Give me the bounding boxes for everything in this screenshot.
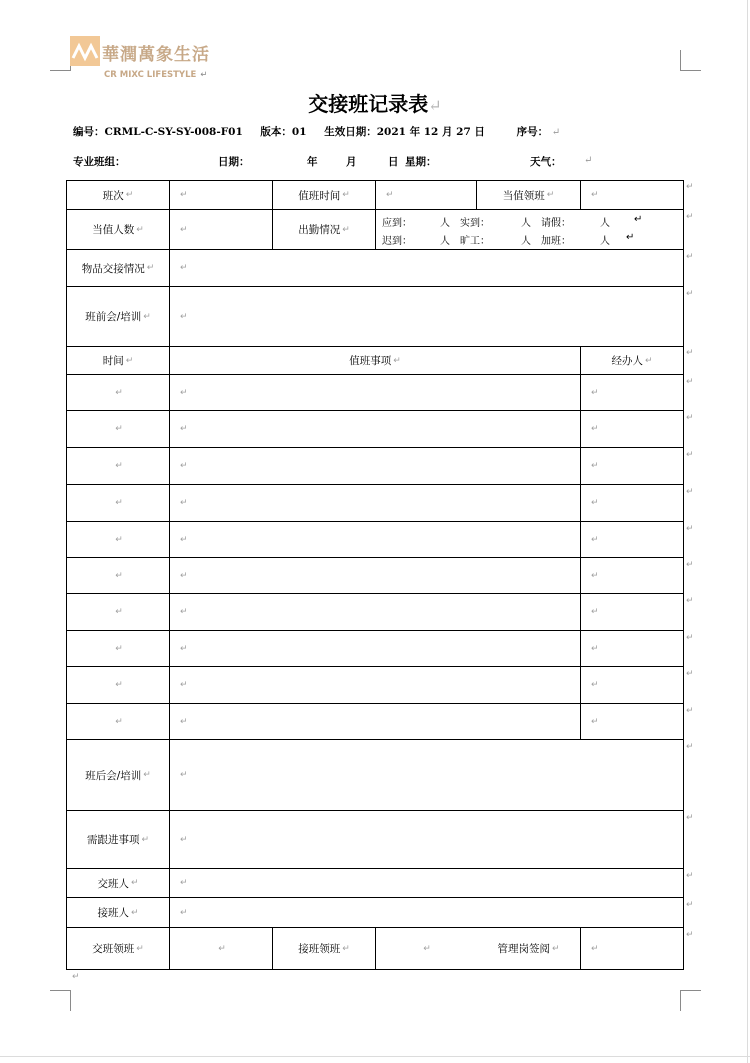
paragraph-mark: ↵	[180, 907, 188, 918]
receiver-leader-value	[376, 928, 476, 969]
att-late-label: 迟到：	[382, 236, 412, 247]
row-end-mark: ↵	[686, 813, 694, 823]
paragraph-mark: ↵	[634, 214, 643, 225]
log-time-cell	[67, 375, 169, 410]
log-handler-cell	[581, 375, 683, 410]
margin-corner-bottom-right	[680, 990, 701, 1011]
paragraph-mark: ↵	[136, 943, 144, 954]
log-matters-cell	[170, 448, 580, 484]
paragraph-mark: ↵	[342, 190, 350, 200]
page-edge-right	[747, 0, 748, 1063]
column-header-matters	[170, 347, 580, 374]
pre-shift-meeting-value	[170, 287, 683, 346]
paragraph-mark: ↵	[130, 907, 139, 918]
paragraph-mark: ↵	[342, 943, 350, 954]
shift-label	[67, 181, 169, 209]
paragraph-mark: ↵	[644, 355, 653, 366]
paragraph-mark: ↵	[180, 716, 188, 727]
row-end-mark: ↵	[686, 669, 694, 679]
log-matters-cell	[170, 411, 580, 447]
att-should-label: 应到：	[382, 218, 412, 229]
att-actual-unit: 人	[521, 218, 531, 229]
row-end-mark: ↵	[686, 871, 694, 881]
paragraph-mark: ↵	[591, 643, 599, 654]
staff-count-label-text: 当值人数	[92, 224, 135, 236]
table-border-right	[683, 180, 684, 970]
paragraph-mark: ↵	[591, 461, 599, 471]
paragraph-mark: ↵	[591, 190, 599, 200]
paragraph-mark: ↵	[72, 972, 80, 982]
paragraph-mark: ↵	[180, 770, 188, 780]
row-end-mark: ↵	[686, 742, 694, 752]
receiver-person-label	[67, 898, 169, 927]
paragraph-mark: ↵	[180, 424, 188, 434]
pre-shift-meeting-label	[67, 287, 169, 346]
paragraph-mark: ↵	[626, 232, 635, 243]
row-end-mark: ↵	[686, 450, 694, 460]
weather-label: 天气：	[530, 156, 562, 168]
paragraph-mark: ↵	[180, 680, 188, 690]
paragraph-mark: ↵	[115, 534, 123, 545]
log-matters-cell	[170, 485, 580, 521]
duty-leader-value	[581, 181, 683, 209]
log-handler-cell	[581, 448, 683, 484]
paragraph-mark: ↵	[591, 387, 599, 398]
row-end-mark: ↵	[686, 560, 694, 570]
paragraph-mark: ↵	[591, 607, 599, 617]
attendance-label	[273, 210, 375, 249]
row-end-mark: ↵	[686, 212, 694, 222]
paragraph-mark: ↵	[180, 190, 188, 200]
duty-leader-label	[477, 181, 580, 209]
paragraph-mark: ↵	[125, 355, 134, 366]
handover-person-label	[67, 869, 169, 897]
paragraph-mark: ↵	[546, 190, 555, 200]
paragraph-mark: ↵	[423, 943, 431, 954]
paragraph-mark: ↵	[342, 224, 350, 235]
row-end-mark: ↵	[686, 413, 694, 423]
paragraph-mark: ↵	[180, 461, 188, 471]
column-header-matters-text: 值班事项	[349, 355, 392, 367]
paragraph-mark: ↵	[591, 680, 599, 690]
log-handler-cell	[581, 558, 683, 593]
att-should-unit: 人	[440, 218, 450, 229]
duty-time-value	[376, 181, 476, 209]
log-handler-cell	[581, 594, 683, 630]
follow-up-value	[170, 811, 683, 868]
paragraph-mark: ↵	[551, 943, 560, 954]
staff-count-label	[67, 210, 169, 249]
logo-text-en: CR MIXC LIFESTYLE ↵	[104, 70, 208, 80]
row-end-mark: ↵	[686, 252, 694, 262]
row-end-mark: ↵	[686, 348, 694, 358]
row-end-mark: ↵	[686, 377, 694, 387]
paragraph-mark: ↵	[143, 311, 151, 322]
row-end-mark: ↵	[686, 289, 694, 299]
paragraph-mark: ↵	[180, 878, 188, 888]
paragraph-mark: ↵	[180, 570, 188, 581]
row-end-mark: ↵	[686, 596, 694, 606]
log-matters-cell	[170, 558, 580, 593]
form-code: 编号：CRML-C-SY-SY-008-F01	[73, 126, 243, 138]
receiver-leader-label-text: 接班领班	[298, 943, 341, 955]
log-handler-cell	[581, 704, 683, 739]
logo-text-cn: 華潤萬象生活	[102, 45, 210, 65]
manager-sign-label-text: 管理岗签阅	[497, 943, 550, 955]
paragraph-mark: ↵	[393, 355, 401, 366]
items-handover-value	[170, 250, 683, 286]
table-rule-20	[66, 969, 684, 970]
column-header-time	[67, 347, 169, 374]
handover-leader-label-text: 交班领班	[92, 943, 135, 955]
paragraph-mark: ↵	[180, 643, 188, 654]
log-time-cell	[67, 631, 169, 666]
paragraph-mark: ↵	[591, 498, 599, 508]
column-header-handler-text: 经办人	[611, 355, 643, 367]
att-absent-label: 旷工：	[460, 236, 490, 247]
duty-leader-label-text: 当值领班	[502, 189, 545, 202]
weekday-label: 星期：	[405, 156, 437, 168]
paragraph-mark: ↵	[386, 190, 394, 200]
paragraph-mark: ↵	[136, 224, 144, 235]
effective-date: 生效日期：2021 年 12 月 27 日	[324, 126, 485, 138]
date-label: 日期：	[218, 156, 250, 168]
paragraph-mark: ↵	[115, 498, 123, 508]
att-overtime-unit: 人	[600, 236, 610, 247]
paragraph-mark: ↵	[180, 607, 188, 617]
paragraph-mark: ↵	[591, 570, 599, 581]
paragraph-mark: ↵	[591, 716, 599, 727]
row-end-mark: ↵	[686, 182, 694, 192]
paragraph-mark: ↵	[180, 224, 188, 235]
post-shift-meeting-value	[170, 740, 683, 810]
manager-sign-value	[581, 928, 683, 969]
log-time-cell	[67, 704, 169, 739]
log-matters-cell	[170, 594, 580, 630]
log-handler-cell	[581, 667, 683, 703]
att-actual-label: 实到：	[460, 218, 490, 229]
log-time-cell	[67, 485, 169, 521]
post-shift-meeting-label	[67, 740, 169, 810]
log-matters-cell	[170, 375, 580, 410]
year-label: 年	[307, 156, 318, 168]
receiver-leader-label	[273, 928, 375, 969]
paragraph-mark: ↵	[125, 190, 134, 200]
paragraph-mark: ↵	[180, 498, 188, 508]
att-overtime-label: 加班：	[541, 236, 571, 247]
handover-leader-value	[170, 928, 272, 969]
log-time-cell	[67, 411, 169, 447]
att-leave-label: 请假：	[541, 218, 571, 229]
month-label: 月	[346, 156, 357, 168]
paragraph-mark: ↵	[180, 834, 188, 845]
day-label: 日	[388, 156, 399, 168]
log-matters-cell	[170, 704, 580, 739]
form-version: 版本：01	[260, 126, 307, 138]
shift-label-text: 班次	[102, 189, 124, 202]
post-shift-meeting-label-text: 班后会/培训	[85, 769, 142, 782]
paragraph-mark: ↵	[130, 878, 139, 888]
duty-time-label	[273, 181, 375, 209]
column-header-handler	[581, 347, 683, 374]
att-leave-unit: 人	[600, 218, 610, 229]
receiver-person-label-text: 接班人	[97, 907, 129, 919]
paragraph-mark: ↵	[180, 534, 188, 545]
log-time-cell	[67, 448, 169, 484]
form-meta-line: 编号：CRML-C-SY-SY-008-F01 版本：01 生效日期：2021 年 12 月 27 日 序号： ↵	[73, 126, 561, 138]
team-label: 专业班组：	[73, 156, 126, 168]
row-end-mark: ↵	[686, 633, 694, 643]
items-handover-label-text: 物品交接情况	[81, 262, 145, 275]
margin-corner-top-right	[680, 50, 701, 71]
log-time-cell	[67, 667, 169, 703]
row-end-mark: ↵	[686, 930, 694, 940]
row-end-mark: ↵	[686, 900, 694, 910]
paragraph-mark: ↵	[180, 263, 188, 273]
log-handler-cell	[581, 522, 683, 557]
row-end-mark: ↵	[686, 487, 694, 497]
handover-person-label-text: 交班人	[97, 877, 129, 890]
log-time-cell	[67, 594, 169, 630]
logo-mark-icon	[70, 36, 100, 66]
att-late-unit: 人	[440, 236, 450, 247]
receiver-person-value	[170, 898, 683, 927]
log-handler-cell	[581, 631, 683, 666]
serial-number-label: 序号：	[516, 126, 549, 138]
staff-count-value	[170, 210, 272, 249]
duty-time-label-text: 值班时间	[298, 189, 341, 202]
handover-person-value	[170, 869, 683, 897]
row-end-mark: ↵	[686, 524, 694, 534]
paragraph-mark: ↵	[115, 570, 123, 581]
paragraph-mark: ↵	[146, 263, 155, 273]
log-matters-cell	[170, 522, 580, 557]
paragraph-mark: ↵	[115, 716, 123, 727]
log-time-cell	[67, 558, 169, 593]
log-matters-cell	[170, 631, 580, 666]
follow-up-label-text: 需跟进事项	[86, 834, 140, 846]
paragraph-mark: ↵	[115, 607, 123, 617]
page-edge-bottom	[0, 1056, 750, 1057]
items-handover-label	[67, 250, 169, 286]
follow-up-label	[67, 811, 169, 868]
margin-corner-bottom-left	[50, 990, 71, 1011]
att-absent-unit: 人	[521, 236, 531, 247]
company-logo	[70, 36, 220, 84]
paragraph-mark: ↵	[115, 424, 123, 434]
column-header-time-text: 时间	[102, 355, 124, 367]
paragraph-mark: ↵	[115, 387, 123, 398]
paragraph-mark: ↵	[591, 534, 599, 545]
paragraph-mark: ↵	[141, 834, 150, 845]
paragraph-mark: ↵	[180, 311, 188, 322]
log-matters-cell	[170, 667, 580, 703]
paragraph-mark: ↵	[115, 461, 123, 471]
log-handler-cell	[581, 411, 683, 447]
margin-corner-top-left	[50, 50, 71, 71]
paragraph-mark: ↵	[591, 943, 599, 954]
paragraph-mark: ↵	[218, 943, 226, 954]
log-time-cell	[67, 522, 169, 557]
paragraph-mark: ↵	[115, 680, 123, 690]
log-handler-cell	[581, 485, 683, 521]
attendance-label-text: 出勤情况	[298, 224, 341, 236]
paragraph-mark: ↵	[143, 770, 151, 780]
pre-shift-meeting-label-text: 班前会/培训	[85, 311, 142, 323]
document-title: 交接班记录表↵	[308, 92, 442, 116]
paragraph-mark: ↵	[591, 424, 599, 434]
paragraph-mark: ↵	[180, 387, 188, 398]
handover-leader-label	[67, 928, 169, 969]
shift-value	[170, 181, 272, 209]
manager-sign-label	[477, 928, 580, 969]
paragraph-mark: ↵	[115, 643, 123, 654]
row-end-mark: ↵	[686, 706, 694, 716]
